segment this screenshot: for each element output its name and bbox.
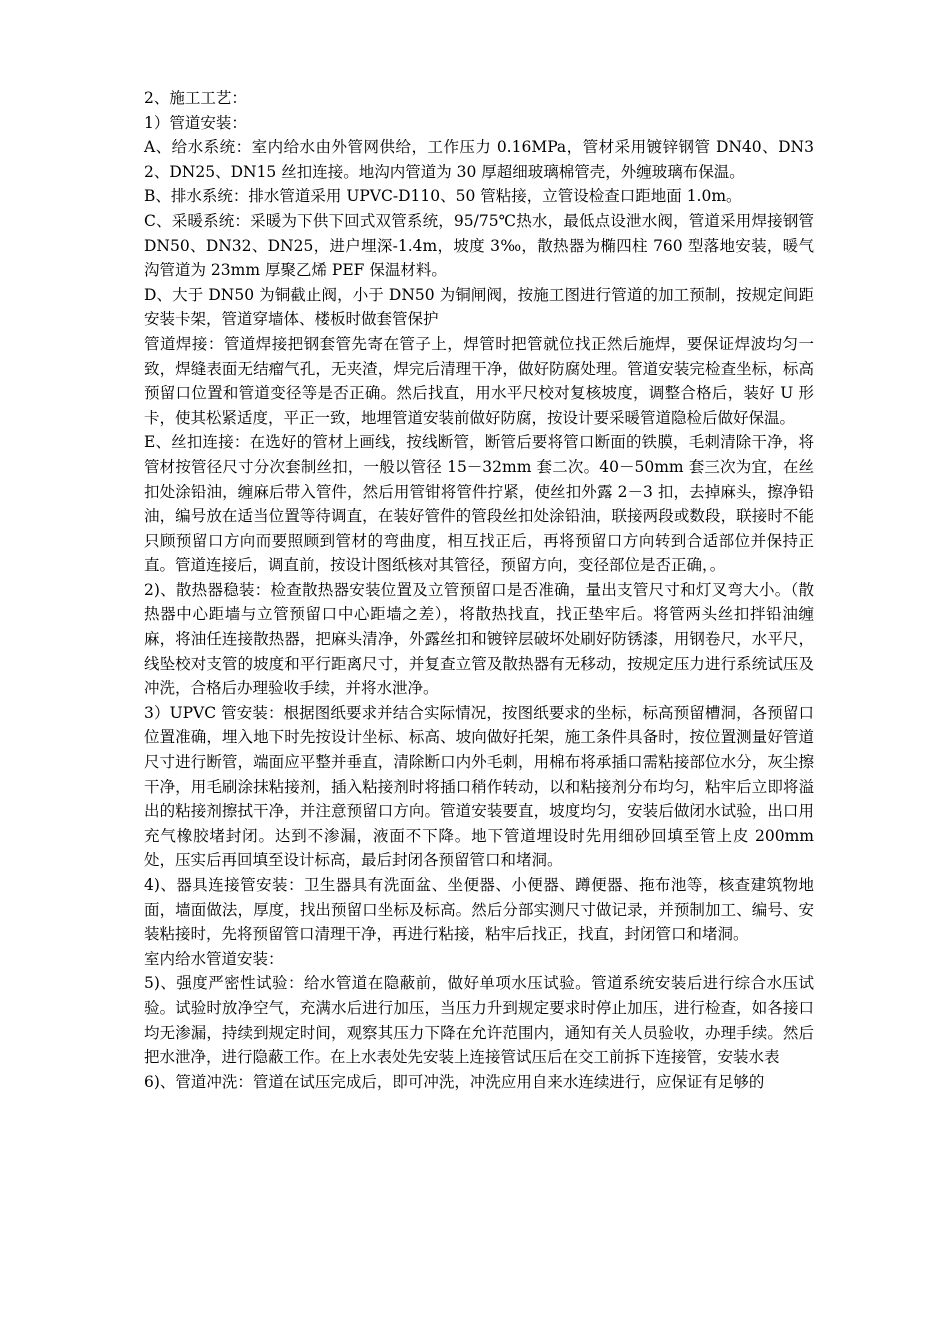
paragraph-radiator: 2)、散热器稳装：检查散热器安装位置及立管预留口是否准确，量出支管尺寸和灯叉弯大小。（散热器中心距墙与立管预留口中心距墙之差），将散热找直，找正垫牢后。将管两头丝扣拌铅油缠麻，将油任连接散热器，把麻头清净，外露丝扣和镀锌层破坏处刷好防锈漆，用钢卷尺，水平尺，线坠校对支管的坡度和平行距离尺寸，并复查立管及散热器有无移动，按规定压力进行系统试压及冲洗，合格后办理验收手续，并将水泄净。 bbox=[144, 580, 814, 698]
paragraph-flushing: 6)、管道冲洗：管道在试压完成后，即可冲洗，冲洗应用自来水连续进行，应保证有足够的 bbox=[144, 1072, 765, 1091]
paragraph-fixture-connection: 4)、器具连接管安装：卫生器具有洗面盆、坐便器、小便器、蹲便器、拖布池等，核查建筑物地面，墙面做法，厚度，找出预留口坐标及标高。然后分部实测尺寸做记录，并预制加工、编号、安装粘接时，先将预留管口清理干净，再进行粘接，粘牢后找正，找直，封闭管口和堵洞。 bbox=[144, 876, 814, 944]
subsection-heading: 1）管道安装： bbox=[144, 113, 247, 132]
paragraph-water-supply: A、给水系统：室内给水由外管网供给，工作压力 0.16MPa，管材采用镀锌钢管 DN40、DN32、DN25、DN15 丝扣连接。地沟内管道为 30 厚超细玻璃棉管壳，外缠玻璃布保温。 bbox=[144, 138, 814, 181]
paragraph-drainage: B、排水系统：排水管道采用 UPVC-D110、50 管粘接，立管设检查口距地面 1.0m。 bbox=[144, 187, 742, 206]
paragraph-threaded-connection: E、丝扣连接：在选好的管材上画线，按线断管，断管后要将管口断面的铁膜，毛刺清除干净，将管材按管径尺寸分次套制丝扣，一般以管径 15－32mm 套二次。40－50mm 套三次为宜，在丝扣处涂铅油，缠麻后带入管件，然后用管钳将管件拧紧，使丝扣外露 2－3 扣，去掉麻头，擦净铅油，编号放在适当位置等待调直，在装好管件的管段丝扣处涂铅油，联接两段或数段，联接时不能只顾预留口方向而要照顾到管材的弯曲度，相互找正后，再将预留口方向转到合适部位并保持正直。管道连接后，调直前，按设计图纸核对其管径，预留方向，变径部位是否正确，。 bbox=[144, 433, 814, 575]
subsection-heading-indoor-water: 室内给水管道安装： bbox=[144, 949, 284, 968]
paragraph-pressure-test: 5)、强度严密性试验：给水管道在隐蔽前，做好单项水压试验。管道系统安装后进行综合水压试验。试验时放净空气，充满水后进行加压，当压力升到规定要求时停止加压，进行检查，如各接口均无渗漏，持续到规定时间，观察其压力下降在允许范围内，通知有关人员验收，办理手续。然后把水泄净，进行隐蔽工作。在上水表处先安装上连接管试压后在交工前拆下连接管，安装水表 bbox=[144, 974, 814, 1067]
paragraph-welding: 管道焊接：管道焊接把钢套管先寄在管子上，焊管时把管就位找正然后施焊，要保证焊波均匀一致，焊缝表面无结瘤气孔，无夹渣，焊完后清理干净，做好防腐处理。管道安装完检查坐标，标高预留口位置和管道变径等是否正确。然后找直，用水平尺校对复核坡度，调整合格后，装好 U 形卡，使其松紧适度，平正一致，地埋管道安装前做好防腐，按设计要采暖管道隐检后做好保温。 bbox=[144, 334, 814, 427]
paragraph-upvc: 3）UPVC 管安装：根据图纸要求并结合实际情况，按图纸要求的坐标，标高预留槽洞，各预留口位置准确，埋入地下时先按设计坐标、标高、坡向做好托架，施工条件具备时，按位置测量好管道尺寸进行断管，端面应平整并垂直，清除断口内外毛刺，用棉布将承插口需粘接部位水分，灰尘擦干净，用毛刷涂抹粘接剂，插入粘接剂时将插口稍作转动，以和粘接剂分布均匀，粘牢后立即将溢出的粘接剂擦拭干净，并注意预留口方向。管道安装要直，坡度均匀，安装后做闭水试验，出口用充气橡胶堵封闭。达到不渗漏，液面不下降。地下管道埋设时先用细砂回填至管上皮 200mm 处，压实后再回填至设计标高，最后封闭各预留管口和堵洞。 bbox=[144, 703, 814, 870]
paragraph-heating: C、采暖系统：采暖为下供下回式双管系统，95/75℃热水，最低点设泄水阀，管道采用焊接钢管 DN50、DN32、DN25，进户埋深-1.4m，坡度 3‰，散热器为椭四柱 760 型落地安装，暖气沟管道为 23mm 厚聚乙烯 PEF 保温材料。 bbox=[144, 211, 814, 280]
document-body bbox=[144, 86, 814, 1094]
section-heading: 2、施工工艺： bbox=[144, 89, 247, 107]
paragraph-valves: D、大于 DN50 为铜截止阀，小于 DN50 为铜闸阀，按施工图进行管道的加工预制，按规定间距安装卡架，管道穿墙体、楼板时做套管保护 bbox=[144, 285, 814, 329]
